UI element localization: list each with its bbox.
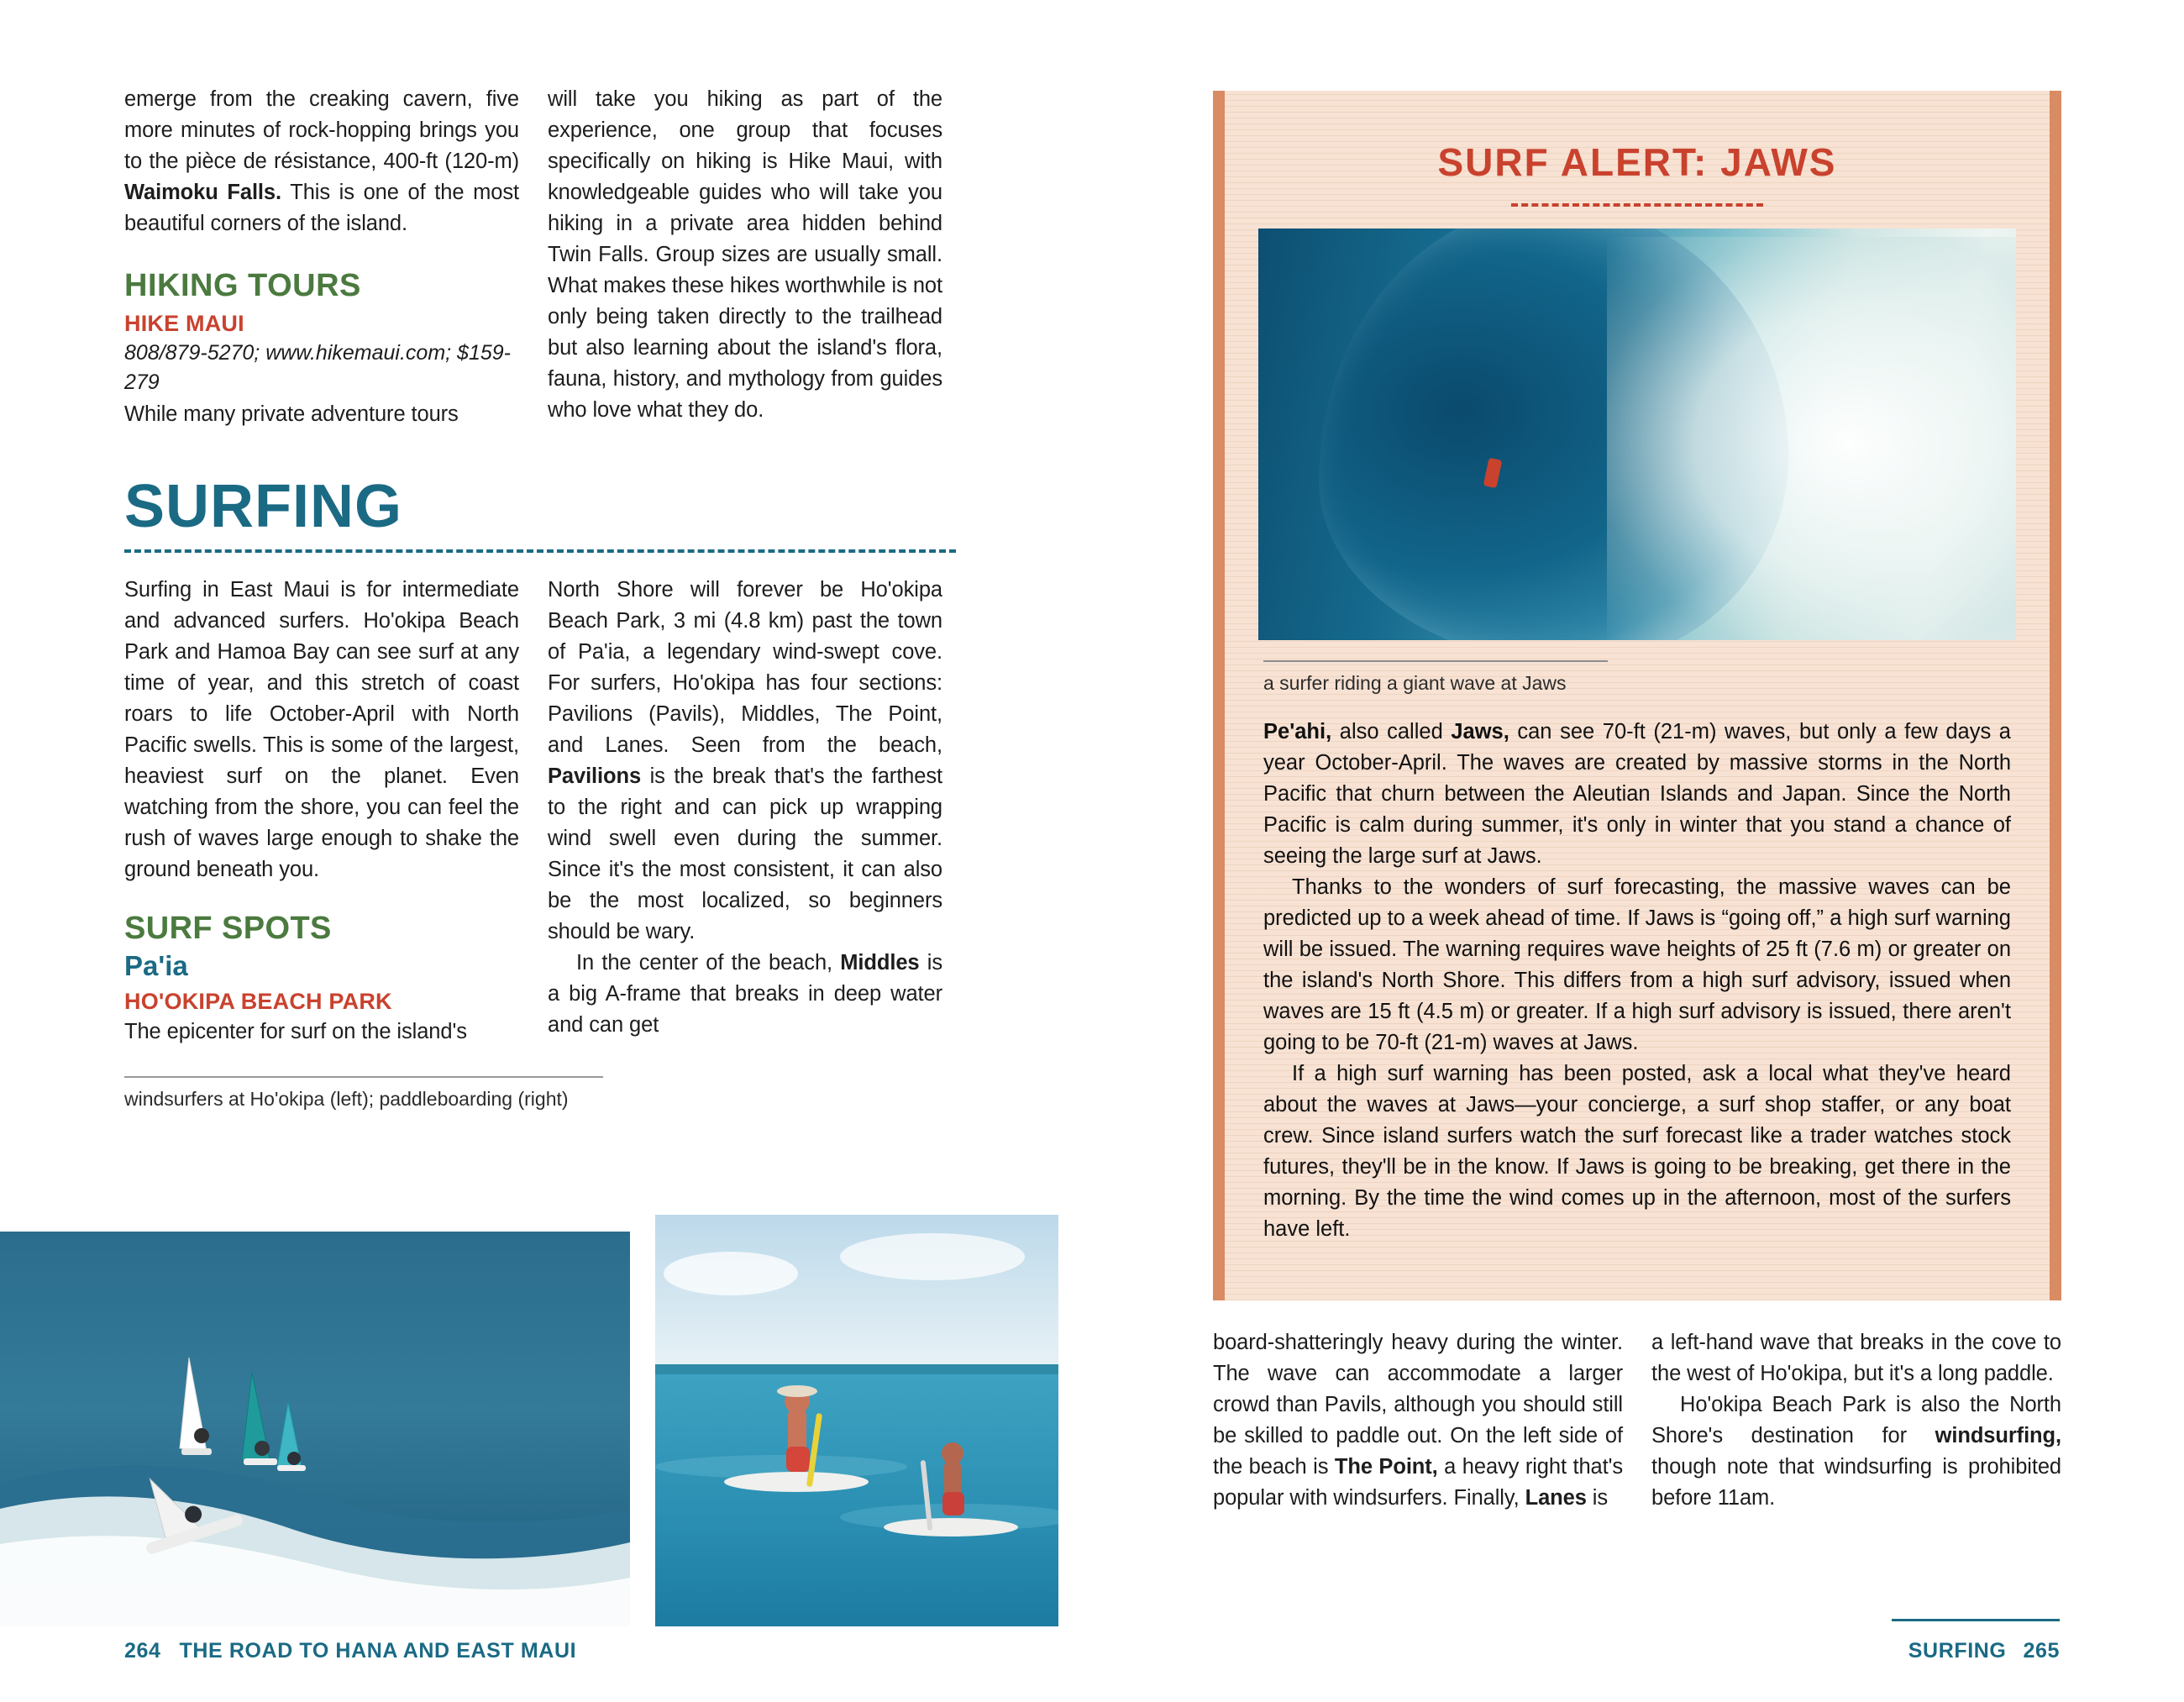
paddleboarders-illustration — [655, 1215, 1058, 1626]
page-number-left: 264 — [124, 1639, 161, 1663]
right-column-2 — [1651, 1327, 2061, 1514]
sidebar-title: SURF ALERT: JAWS — [1437, 140, 1837, 184]
paragraph-continuation — [124, 84, 519, 239]
title-dashed-rule — [124, 549, 956, 553]
jaws-bold: Jaws, — [1451, 720, 1509, 743]
photo-windsurfers — [0, 1232, 630, 1626]
surfing-column-1 — [124, 575, 519, 1048]
left-column-1 — [124, 84, 519, 430]
para-pre: emerge from the creaking cavern, five more minutes of rock-hopping brings you to the pièce de résistance, 400-ft (120-m) — [124, 87, 519, 173]
pavilions-bold: Pavilions — [548, 764, 642, 788]
photo-jaws-wave — [1258, 229, 2016, 640]
para-c: is — [1586, 1486, 1608, 1510]
page-number-right: 265 — [2023, 1639, 2060, 1663]
para-b: though note that windsurfing is prohibited before 11am. — [1651, 1455, 2061, 1510]
middles-paragraph — [548, 948, 942, 1041]
para-b: is the break that's the farthest to the right and can pick up wrapping wind swell even during the summer. Since it's the most consistent, it can also be the most localized, so beginners should be wary. — [548, 764, 942, 943]
sidebar-surf-alert — [1213, 91, 2061, 1300]
footer-left — [124, 1639, 576, 1663]
para-a: also called — [1331, 720, 1452, 743]
the-point-bold: The Point, — [1334, 1455, 1438, 1479]
sidebar-body-text — [1263, 717, 2011, 1245]
page-right — [1092, 0, 2184, 1702]
heading-hiking-tours: HIKING TOURS — [124, 268, 361, 303]
sidebar-paragraph-2: Thanks to the wonders of surf forecasting, the massive waves can be predicted up to a week ahead of time. If Jaws is “going off,” a high surf warning will be issued. The warning requires wave heights of 25 ft (7.6 m) or greater on the island's North Shore. This differs from a high surf advisory, issued when waves are 15 ft (4.5 m) or greater. If a high surf advisory is issued, there aren't going to be 70-ft (21-m) waves at Jaws. — [1263, 875, 2011, 1054]
page-title-surfing: SURFING — [124, 473, 402, 540]
hike-maui-contact: 808/879-5270; www.hikemaui.com; $159-279 — [124, 341, 511, 394]
photo-caption-left: windsurfers at Ho'okipa (left); paddleboarding (right) — [124, 1088, 569, 1110]
para-a: Ho'okipa Beach Park is also the North Shore's destination for — [1651, 1393, 2061, 1447]
heading-hookipa-beach-park: HO'OKIPA BEACH PARK — [124, 989, 392, 1014]
left-column-2 — [548, 84, 942, 430]
surfing-intro-paragraph: Surfing in East Maui is for intermediate and advanced surfers. Ho'okipa Beach Park and Hamoa Bay can see surf at any time of year, and this stretch of coast roars to life October-April with North Pacific swells. This is some of the largest, heaviest surf on the planet. Even watching from the shore, you can feel the rush of waves large enough to shake the ground beneath you. — [124, 578, 519, 881]
photo-caption-jaws: a surfer riding a giant wave at Jaws — [1263, 672, 1567, 694]
para-b: a heavy right that's popular with windsurfers. Finally, — [1213, 1455, 1624, 1510]
para-post: This is one of the most beautiful corners of the island. — [124, 181, 519, 235]
peahi-bold: Pe'ahi, — [1263, 720, 1332, 743]
para-a: In the center of the beach, — [576, 951, 841, 974]
bottom-paragraph-1 — [1213, 1327, 1623, 1514]
sidebar-paragraph-1 — [1263, 717, 2011, 872]
heading-paia: Pa'ia — [124, 950, 188, 981]
para-a: board-shatteringly heavy during the winter. The wave can accommodate a larger crowd than Pavils, although you should still be skilled to paddle out. On the left side of the beach is — [1213, 1331, 1623, 1479]
heading-hike-maui: HIKE MAUI — [124, 311, 244, 336]
windsurfers-illustration — [0, 1232, 630, 1626]
surfing-columns — [124, 575, 1012, 1048]
top-columns — [124, 84, 1012, 430]
sidebar-dashed-rule — [1511, 203, 1763, 207]
surfing-column-2 — [548, 575, 942, 1048]
waimoku-falls-bold: Waimoku Falls. — [124, 181, 281, 204]
photo-caption-rule — [124, 1076, 603, 1078]
windsurfing-bold: windsurfing, — [1935, 1424, 2061, 1447]
sidebar-paragraph-3: If a high surf warning has been posted, ask a local what they've heard about the waves at Jaws—your concierge, a surf shop staffer, or any boat crew. Since island surfers watch the surf forecast like a trader watches stock futures, they'll be in the know. If Jaws is going to be breaking, get there in the morning. By the time the wind comes up in the afternoon, most of the surfers have left. — [1263, 1062, 2011, 1241]
para-a: North Shore will forever be Ho'okipa Beach Park, 3 mi (4.8 km) past the town of Pa'ia, a legendary wind-swept cove. For surfers, Ho'okipa has four sections: Pavilions (Pavils), Middles, The Point, and Lanes. Seen from the beach, — [548, 578, 942, 757]
bottom-columns — [1213, 1327, 2061, 1514]
bottom-paragraph-2: a left-hand wave that breaks in the cove to the west of Ho'okipa, but it's a long paddle. — [1651, 1331, 2061, 1385]
footer-right — [1908, 1639, 2060, 1663]
chapter-title-left: THE ROAD TO HANA AND EAST MAUI — [179, 1639, 577, 1663]
sidebar-caption-rule — [1263, 660, 1608, 662]
photo-paddleboarding — [655, 1215, 1058, 1626]
hiking-tours-paragraph: will take you hiking as part of the experience, one group that focuses specifically on hiking is Hike Maui, with knowledgeable guides who will take you hiking in a private area hidden behind Twin Falls. Group sizes are usually small. What makes these hikes worthwhile is not only being taken directly to the trailhead but also learning about the island's flora, fauna, history, and mythology from guides who love what they do. — [548, 87, 942, 422]
hike-maui-text: While many private adventure tours — [124, 402, 459, 426]
para-b: is a big A-frame that breaks in deep water and can get — [548, 951, 942, 1037]
photo-group-left — [0, 1232, 1092, 1626]
hookipa-text: The epicenter for surf on the island's — [124, 1020, 467, 1043]
hookipa-paragraph — [548, 575, 942, 948]
lanes-bold: Lanes — [1525, 1486, 1587, 1510]
wave-foam-shape — [1607, 237, 2016, 640]
right-column-1 — [1213, 1327, 1623, 1514]
section-label-right: SURFING — [1908, 1639, 2007, 1663]
para-b: can see 70-ft (21-m) waves, but only a few days a year October-April. The waves are created by massive storms in the North Pacific that churn between the Aleutian Islands and Japan. Since the North Pacific is calm during summer, it's only in winter that you stand a chance of seeing the large surf at Jaws. — [1263, 720, 2011, 868]
heading-surf-spots: SURF SPOTS — [124, 911, 332, 946]
footer-rule-right — [1892, 1619, 2060, 1621]
middles-bold: Middles — [840, 951, 920, 974]
bottom-paragraph-3 — [1651, 1389, 2061, 1514]
